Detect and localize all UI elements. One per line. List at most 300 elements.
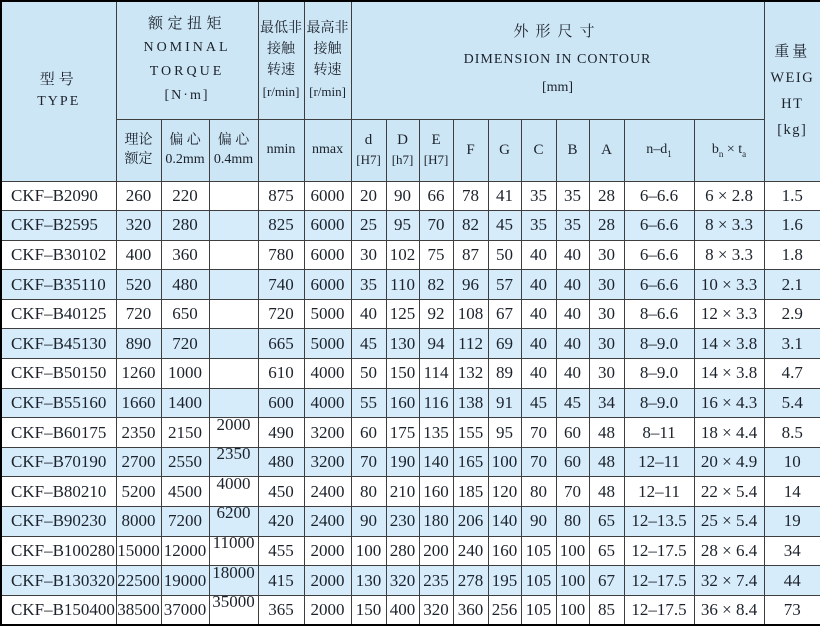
value-cell: 40 bbox=[521, 329, 556, 359]
value-cell: 2400 bbox=[304, 507, 351, 537]
value-cell: 3200 bbox=[304, 447, 351, 477]
type-cell: CKF–B2595 bbox=[1, 211, 116, 241]
value-cell: 4000 bbox=[304, 359, 351, 389]
type-cell: CKF–B70190 bbox=[1, 447, 116, 477]
value-cell: 66 bbox=[419, 181, 453, 211]
value-cell: 6–6.6 bbox=[624, 240, 694, 270]
value-cell: 10 × 3.3 bbox=[694, 270, 764, 300]
value-cell: 260 bbox=[116, 181, 161, 211]
value-cell: 34 bbox=[764, 536, 820, 566]
value-cell: 19 bbox=[764, 507, 820, 537]
value-cell: 70 bbox=[521, 447, 556, 477]
value-cell bbox=[209, 181, 258, 211]
value-cell: 20 bbox=[351, 181, 386, 211]
value-cell: 8–9.0 bbox=[624, 329, 694, 359]
value-cell: 235 bbox=[419, 566, 453, 596]
value-cell: 94 bbox=[419, 329, 453, 359]
value-cell: 138 bbox=[453, 388, 488, 418]
value-cell: 89 bbox=[488, 359, 521, 389]
value-cell: 41 bbox=[488, 181, 521, 211]
value-cell: 2000 bbox=[304, 536, 351, 566]
value-cell: 2700 bbox=[116, 447, 161, 477]
value-cell: 70 bbox=[521, 418, 556, 448]
value-cell: 2550 bbox=[161, 447, 209, 477]
value-cell: 50 bbox=[351, 359, 386, 389]
value-cell: 90 bbox=[351, 507, 386, 537]
d-line1: d bbox=[364, 132, 373, 148]
value-cell: 278 bbox=[453, 566, 488, 596]
value-cell: 50 bbox=[488, 240, 521, 270]
value-cell bbox=[209, 418, 258, 448]
value-cell: 190 bbox=[386, 447, 419, 477]
ecc04-line1: 偏 心 bbox=[217, 133, 250, 148]
value-cell: 1.6 bbox=[764, 211, 820, 241]
value-cell: 105 bbox=[521, 595, 556, 625]
value-cell: 3.1 bbox=[764, 329, 820, 359]
value-cell: 650 bbox=[161, 299, 209, 329]
value-cell: 91 bbox=[488, 388, 521, 418]
value-cell: 40 bbox=[556, 270, 589, 300]
value-cell: 2400 bbox=[304, 477, 351, 507]
weight-label-zh: 重量 bbox=[774, 44, 811, 61]
value-cell: 8–9.0 bbox=[624, 359, 694, 389]
torque-unit: [N·m] bbox=[164, 88, 210, 104]
value-cell: 30 bbox=[589, 299, 624, 329]
value-cell: 12–17.5 bbox=[624, 536, 694, 566]
value-cell: 480 bbox=[258, 447, 304, 477]
value-cell: 32 × 7.4 bbox=[694, 566, 764, 596]
table-row bbox=[1, 181, 820, 211]
value-cell: 135 bbox=[419, 418, 453, 448]
value-cell: 16 × 4.3 bbox=[694, 388, 764, 418]
type-cell: CKF–B2090 bbox=[1, 181, 116, 211]
type-cell: CKF–B90230 bbox=[1, 507, 116, 537]
value-cell bbox=[209, 536, 258, 566]
value-cell: 415 bbox=[258, 566, 304, 596]
col-subheader-bn-x-ta bbox=[694, 119, 764, 181]
value-cell: 37000 bbox=[161, 595, 209, 625]
dimension-label-en: DIMENSION IN CONTOUR bbox=[463, 52, 652, 68]
value-cell: 220 bbox=[161, 181, 209, 211]
eccentric-0-4mm-value: 2000 bbox=[216, 417, 251, 434]
value-cell: 30 bbox=[589, 359, 624, 389]
value-cell: 140 bbox=[488, 507, 521, 537]
min-speed-line1: 最低非 bbox=[260, 21, 303, 37]
value-cell: 40 bbox=[556, 359, 589, 389]
value-cell: 18 × 4.4 bbox=[694, 418, 764, 448]
dimension-unit: [mm] bbox=[541, 80, 574, 96]
value-cell: 80 bbox=[521, 477, 556, 507]
value-cell: 65 bbox=[589, 536, 624, 566]
value-cell: 6000 bbox=[304, 270, 351, 300]
value-cell: 20 × 4.9 bbox=[694, 447, 764, 477]
type-cell: CKF–B80210 bbox=[1, 477, 116, 507]
value-cell: 75 bbox=[419, 240, 453, 270]
value-cell: 70 bbox=[419, 211, 453, 241]
value-cell: 206 bbox=[453, 507, 488, 537]
type-label-zh: 型号 bbox=[39, 72, 78, 89]
type-cell: CKF–B150400 bbox=[1, 595, 116, 625]
value-cell: 45 bbox=[556, 388, 589, 418]
value-cell: 65 bbox=[589, 507, 624, 537]
value-cell: 90 bbox=[386, 181, 419, 211]
value-cell: 30 bbox=[589, 329, 624, 359]
value-cell: 35 bbox=[521, 211, 556, 241]
table-row bbox=[1, 359, 820, 389]
value-cell: 100 bbox=[556, 566, 589, 596]
type-cell: CKF–B55160 bbox=[1, 388, 116, 418]
value-cell: 1260 bbox=[116, 359, 161, 389]
value-cell: 35 bbox=[521, 181, 556, 211]
value-cell: 130 bbox=[386, 329, 419, 359]
value-cell: 2.9 bbox=[764, 299, 820, 329]
ecc02-line1: 偏 心 bbox=[169, 133, 201, 148]
value-cell: 365 bbox=[258, 595, 304, 625]
col-subheader-G: G bbox=[488, 119, 521, 181]
value-cell: 7200 bbox=[161, 507, 209, 537]
eccentric-0-4mm-value: 18000 bbox=[212, 565, 255, 582]
value-cell: 40 bbox=[521, 240, 556, 270]
value-cell: 155 bbox=[453, 418, 488, 448]
value-cell: 12000 bbox=[161, 536, 209, 566]
bt-xt: × t bbox=[723, 141, 743, 157]
col-subheader-B: B bbox=[556, 119, 589, 181]
value-cell: 4000 bbox=[304, 388, 351, 418]
value-cell: 67 bbox=[589, 566, 624, 596]
value-cell: 2000 bbox=[304, 566, 351, 596]
theory-line1: 理论 bbox=[124, 133, 153, 148]
value-cell: 160 bbox=[419, 477, 453, 507]
value-cell: 1.5 bbox=[764, 181, 820, 211]
value-cell: 12–17.5 bbox=[624, 595, 694, 625]
weight-label-en1: WEIG bbox=[770, 70, 815, 87]
value-cell: 40 bbox=[351, 299, 386, 329]
value-cell: 85 bbox=[589, 595, 624, 625]
value-cell: 45 bbox=[351, 329, 386, 359]
table-row bbox=[1, 595, 820, 625]
value-cell: 6–6.6 bbox=[624, 270, 694, 300]
value-cell: 40 bbox=[521, 299, 556, 329]
value-cell: 12–11 bbox=[624, 477, 694, 507]
value-cell: 60 bbox=[351, 418, 386, 448]
value-cell: 25 bbox=[351, 211, 386, 241]
value-cell: 8–9.0 bbox=[624, 388, 694, 418]
value-cell: 875 bbox=[258, 181, 304, 211]
value-cell: 230 bbox=[386, 507, 419, 537]
torque-label-en2: TORQUE bbox=[149, 64, 225, 80]
value-cell: 8000 bbox=[116, 507, 161, 537]
max-speed-unit: [r/min] bbox=[309, 84, 346, 100]
value-cell: 25 × 5.4 bbox=[694, 507, 764, 537]
value-cell: 8 × 3.3 bbox=[694, 211, 764, 241]
value-cell: 175 bbox=[386, 418, 419, 448]
col-header-nominal-torque bbox=[116, 1, 258, 119]
value-cell: 22500 bbox=[116, 566, 161, 596]
value-cell: 78 bbox=[453, 181, 488, 211]
value-cell: 360 bbox=[453, 595, 488, 625]
table-row bbox=[1, 329, 820, 359]
value-cell: 100 bbox=[351, 536, 386, 566]
value-cell: 240 bbox=[453, 536, 488, 566]
value-cell: 12–13.5 bbox=[624, 507, 694, 537]
eccentric-0-4mm-value: 35000 bbox=[212, 595, 255, 611]
value-cell: 92 bbox=[419, 299, 453, 329]
table-body bbox=[1, 181, 820, 625]
table-row bbox=[1, 418, 820, 448]
value-cell bbox=[209, 447, 258, 477]
value-cell bbox=[209, 359, 258, 389]
value-cell: 73 bbox=[764, 595, 820, 625]
type-cell: CKF–B50150 bbox=[1, 359, 116, 389]
col-subheader-E-H7 bbox=[419, 119, 453, 181]
n-d-main: n–d bbox=[646, 141, 668, 157]
value-cell: 116 bbox=[419, 388, 453, 418]
value-cell: 55 bbox=[351, 388, 386, 418]
eccentric-0-4mm-value: 11000 bbox=[212, 536, 255, 552]
max-speed-line1: 最高非 bbox=[306, 21, 349, 37]
value-cell: 1.8 bbox=[764, 240, 820, 270]
value-cell: 100 bbox=[556, 536, 589, 566]
value-cell: 40 bbox=[521, 270, 556, 300]
value-cell: 114 bbox=[419, 359, 453, 389]
col-subheader-eccentric-0-4mm bbox=[209, 119, 258, 181]
value-cell: 2000 bbox=[304, 595, 351, 625]
value-cell: 1660 bbox=[116, 388, 161, 418]
value-cell: 70 bbox=[556, 477, 589, 507]
value-cell: 150 bbox=[386, 359, 419, 389]
value-cell: 185 bbox=[453, 477, 488, 507]
value-cell: 80 bbox=[556, 507, 589, 537]
min-speed-line3: 转速 bbox=[267, 63, 296, 79]
value-cell: 105 bbox=[521, 536, 556, 566]
value-cell: 22 × 5.4 bbox=[694, 477, 764, 507]
col-header-type bbox=[1, 1, 116, 181]
value-cell: 28 × 6.4 bbox=[694, 536, 764, 566]
value-cell: 40 bbox=[556, 240, 589, 270]
table-row bbox=[1, 447, 820, 477]
value-cell: 160 bbox=[386, 388, 419, 418]
value-cell: 180 bbox=[419, 507, 453, 537]
value-cell: 5200 bbox=[116, 477, 161, 507]
value-cell bbox=[209, 477, 258, 507]
value-cell: 256 bbox=[488, 595, 521, 625]
eccentric-0-4mm-value: 2350 bbox=[216, 447, 251, 464]
table-row bbox=[1, 507, 820, 537]
min-speed-line2: 接触 bbox=[267, 42, 296, 58]
value-cell: 8.5 bbox=[764, 418, 820, 448]
value-cell: 102 bbox=[386, 240, 419, 270]
value-cell: 1400 bbox=[161, 388, 209, 418]
col-subheader-d-H7 bbox=[351, 119, 386, 181]
type-label-en: TYPE bbox=[37, 94, 81, 110]
value-cell: 400 bbox=[386, 595, 419, 625]
value-cell: 780 bbox=[258, 240, 304, 270]
value-cell: 30 bbox=[351, 240, 386, 270]
value-cell: 38500 bbox=[116, 595, 161, 625]
value-cell: 44 bbox=[764, 566, 820, 596]
value-cell: 34 bbox=[589, 388, 624, 418]
weight-label-en2: HT bbox=[781, 96, 804, 113]
value-cell: 150 bbox=[351, 595, 386, 625]
value-cell: 10 bbox=[764, 447, 820, 477]
value-cell: 320 bbox=[386, 566, 419, 596]
type-cell: CKF–B35110 bbox=[1, 270, 116, 300]
value-cell: 12–17.5 bbox=[624, 566, 694, 596]
value-cell bbox=[209, 507, 258, 537]
value-cell: 320 bbox=[419, 595, 453, 625]
value-cell: 320 bbox=[116, 211, 161, 241]
value-cell: 28 bbox=[589, 211, 624, 241]
value-cell: 420 bbox=[258, 507, 304, 537]
value-cell: 210 bbox=[386, 477, 419, 507]
value-cell: 36 × 8.4 bbox=[694, 595, 764, 625]
value-cell: 5000 bbox=[304, 329, 351, 359]
value-cell: 480 bbox=[161, 270, 209, 300]
table-row bbox=[1, 536, 820, 566]
type-cell: CKF–B45130 bbox=[1, 329, 116, 359]
value-cell: 200 bbox=[419, 536, 453, 566]
value-cell: 57 bbox=[488, 270, 521, 300]
table-row bbox=[1, 270, 820, 300]
value-cell: 14 × 3.8 bbox=[694, 329, 764, 359]
value-cell: 4.7 bbox=[764, 359, 820, 389]
value-cell: 890 bbox=[116, 329, 161, 359]
value-cell bbox=[209, 211, 258, 241]
table-row bbox=[1, 388, 820, 418]
n-d-sub: 1 bbox=[667, 148, 672, 159]
type-cell: CKF–B40125 bbox=[1, 299, 116, 329]
value-cell: 112 bbox=[453, 329, 488, 359]
value-cell: 665 bbox=[258, 329, 304, 359]
value-cell: 60 bbox=[556, 418, 589, 448]
value-cell: 600 bbox=[258, 388, 304, 418]
col-header-min-speed bbox=[258, 1, 304, 119]
value-cell: 28 bbox=[589, 181, 624, 211]
value-cell: 5.4 bbox=[764, 388, 820, 418]
value-cell: 48 bbox=[589, 418, 624, 448]
value-cell: 90 bbox=[521, 507, 556, 537]
value-cell: 1000 bbox=[161, 359, 209, 389]
value-cell: 360 bbox=[161, 240, 209, 270]
value-cell bbox=[209, 595, 258, 625]
value-cell: 14 bbox=[764, 477, 820, 507]
value-cell: 45 bbox=[521, 388, 556, 418]
value-cell: 825 bbox=[258, 211, 304, 241]
type-cell: CKF–B100280 bbox=[1, 536, 116, 566]
value-cell: 195 bbox=[488, 566, 521, 596]
value-cell bbox=[209, 566, 258, 596]
value-cell: 2150 bbox=[161, 418, 209, 448]
value-cell: 740 bbox=[258, 270, 304, 300]
value-cell: 69 bbox=[488, 329, 521, 359]
type-cell: CKF–B130320 bbox=[1, 566, 116, 596]
value-cell: 40 bbox=[521, 359, 556, 389]
value-cell: 87 bbox=[453, 240, 488, 270]
value-cell: 132 bbox=[453, 359, 488, 389]
table-header bbox=[1, 1, 820, 181]
E-line2: [H7] bbox=[423, 152, 449, 167]
value-cell: 5000 bbox=[304, 299, 351, 329]
col-header-dimension bbox=[351, 1, 764, 119]
value-cell: 95 bbox=[386, 211, 419, 241]
table-row bbox=[1, 477, 820, 507]
table-row bbox=[1, 211, 820, 241]
value-cell: 95 bbox=[488, 418, 521, 448]
value-cell: 165 bbox=[453, 447, 488, 477]
E-line1: E bbox=[431, 132, 441, 148]
value-cell: 30 bbox=[589, 270, 624, 300]
value-cell: 82 bbox=[453, 211, 488, 241]
value-cell: 3200 bbox=[304, 418, 351, 448]
weight-unit: [kg] bbox=[777, 122, 808, 139]
value-cell: 108 bbox=[453, 299, 488, 329]
value-cell: 67 bbox=[488, 299, 521, 329]
value-cell: 6000 bbox=[304, 181, 351, 211]
value-cell: 60 bbox=[556, 447, 589, 477]
col-subheader-theory-rated bbox=[116, 119, 161, 181]
value-cell: 130 bbox=[351, 566, 386, 596]
value-cell: 6000 bbox=[304, 211, 351, 241]
eccentric-0-4mm-value: 4000 bbox=[216, 476, 251, 493]
value-cell: 520 bbox=[116, 270, 161, 300]
value-cell: 70 bbox=[351, 447, 386, 477]
value-cell: 100 bbox=[488, 447, 521, 477]
value-cell: 100 bbox=[556, 595, 589, 625]
value-cell: 105 bbox=[521, 566, 556, 596]
col-subheader-F: F bbox=[453, 119, 488, 181]
dimension-label-zh: 外形尺寸 bbox=[513, 24, 602, 41]
value-cell: 8 × 3.3 bbox=[694, 240, 764, 270]
value-cell: 4500 bbox=[161, 477, 209, 507]
max-speed-line3: 转速 bbox=[313, 63, 342, 79]
bt-tsub: a bbox=[742, 148, 747, 159]
value-cell: 45 bbox=[488, 211, 521, 241]
value-cell: 125 bbox=[386, 299, 419, 329]
type-cell: CKF–B60175 bbox=[1, 418, 116, 448]
torque-label-en1: NOMINAL bbox=[143, 40, 231, 56]
D-line2: [h7] bbox=[391, 152, 414, 167]
value-cell: 35 bbox=[556, 181, 589, 211]
value-cell: 8–6.6 bbox=[624, 299, 694, 329]
value-cell: 19000 bbox=[161, 566, 209, 596]
value-cell: 96 bbox=[453, 270, 488, 300]
table-row bbox=[1, 566, 820, 596]
max-speed-line2: 接触 bbox=[313, 42, 342, 58]
value-cell: 610 bbox=[258, 359, 304, 389]
value-cell: 35 bbox=[556, 211, 589, 241]
col-header-max-speed bbox=[304, 1, 351, 119]
value-cell: 450 bbox=[258, 477, 304, 507]
col-subheader-nmin: nmin bbox=[258, 119, 304, 181]
value-cell: 455 bbox=[258, 536, 304, 566]
value-cell: 720 bbox=[258, 299, 304, 329]
value-cell: 720 bbox=[116, 299, 161, 329]
value-cell: 30 bbox=[589, 240, 624, 270]
col-subheader-C: C bbox=[521, 119, 556, 181]
d-line2: [H7] bbox=[356, 152, 381, 167]
value-cell: 280 bbox=[386, 536, 419, 566]
value-cell: 6–6.6 bbox=[624, 181, 694, 211]
value-cell: 40 bbox=[556, 299, 589, 329]
value-cell: 140 bbox=[419, 447, 453, 477]
value-cell: 48 bbox=[589, 477, 624, 507]
D-line1: D bbox=[397, 132, 408, 148]
bt-bsub: n bbox=[718, 148, 724, 159]
value-cell: 110 bbox=[386, 270, 419, 300]
min-speed-unit: [r/min] bbox=[262, 84, 300, 100]
value-cell: 8–11 bbox=[624, 418, 694, 448]
value-cell: 35 bbox=[351, 270, 386, 300]
